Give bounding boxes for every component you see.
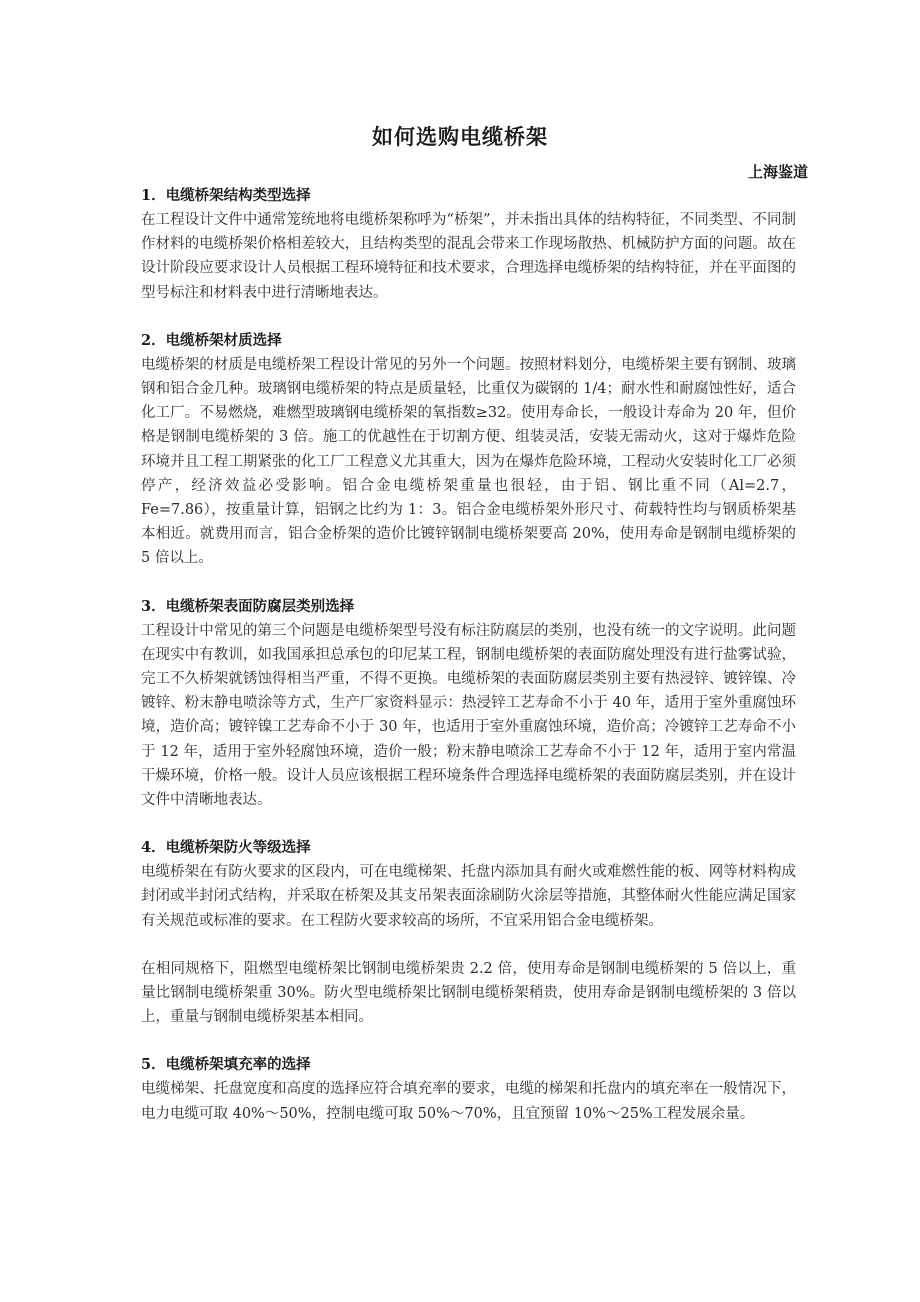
section-structure-type [141, 184, 796, 305]
section-paragraph: 电缆桥架在有防火要求的区段内，可在电缆梯架、托盘内添加具有耐火或难燃性能的板、网等材料构成封闭或半封闭式结构，并采取在桥架及其支吊架表面涂刷防火涂层等措施，其整体耐火性能应满足国家有关规范或标准的要求。在工程防火要求较高的场所，不宜采用铝合金电缆桥架。 [141, 864, 796, 929]
document-title: 如何选购电缆桥架 [372, 124, 548, 149]
section-anticorrosion [141, 595, 796, 813]
section-paragraph: 电缆梯架、托盘宽度和高度的选择应符合填充率的要求，电缆的梯架和托盘内的填充率在一般情况下，电力电缆可取 40%～50%，控制电缆可取 50%～70%，且宜预留 10%～25%工程发展余量。 [141, 1081, 796, 1122]
document-body [141, 184, 796, 1126]
section-paragraph: 在工程设计文件中通常笼统地将电缆桥架称呼为“桥架”，并未指出具体的结构特征，不同类型、不同制作材料的电缆桥架价格相差较大，且结构类型的混乱会带来工作现场散热、机械防护方面的问题。故在设计阶段应要求设计人员根据工程环境特征和技术要求，合理选择电缆桥架的结构特征，并在平面图的型号标注和材料表中进行清晰地表达。 [141, 212, 796, 301]
section-heading: 3．电缆桥架表面防腐层类别选择 [141, 597, 355, 615]
section-heading: 4．电缆桥架防火等级选择 [141, 839, 311, 857]
document-author: 上海鉴道 [747, 163, 808, 181]
section-paragraph: 电缆桥架的材质是电缆桥架工程设计常见的另外一个问题。按照材料划分，电缆桥架主要有钢制、玻璃钢和铝合金几种。玻璃钢电缆桥架的特点是质量轻，比重仅为碳钢的 1/4；耐水性和耐腐蚀性好，适合化工厂。不易燃烧，难燃型玻璃钢电缆桥架的氧指数≥32。使用寿命长，一般设计寿命为 20 年，但价格是钢制电缆桥架的 3 倍。施工的优越性在于切割方便、组装灵活，安装无需动火，这对于爆炸危险环境并且工程工期紧张的化工厂工程意义尤其重大，因为在爆炸危险环境，工程动火安装时化工厂必须停产，经济效益必受影响。铝合金电缆桥架重量也很轻，由于铝、钢比重不同（Al=2.7，Fe=7.86），按重量计算，铝钢之比约为 1：3。铝合金电缆桥架外形尺寸、荷载特性均与钢质桥架基本相近。就费用而言，铝合金桥架的造价比镀锌钢制电缆桥架要高 20%，使用寿命是钢制电缆桥架的 5 倍以上。 [141, 356, 796, 567]
section-heading: 5．电缆桥架填充率的选择 [141, 1056, 311, 1074]
section-heading: 2．电缆桥架材质选择 [141, 331, 282, 349]
section-heading: 1．电缆桥架结构类型选择 [141, 187, 311, 204]
section-paragraph: 工程设计中常见的第三个问题是电缆桥架型号没有标注防腐层的类别，也没有统一的文字说明。此问题在现实中有教训，如我国承担总承包的印尼某工程，钢制电缆桥架的表面防腐处理没有进行盐雾试验，完工不久桥架就锈蚀得相当严重，不得不更换。电缆桥架的表面防腐层类别主要有热浸锌、镀锌镍、冷镀锌、粉末静电喷涂等方式，生产厂家资料显示：热浸锌工艺寿命不小于 40 年，适用于室外重腐蚀环境，造价高；镀锌镍工艺寿命不小于 30 年，也适用于室外重腐蚀环境，造价高；冷镀锌工艺寿命不小于 12 年，适用于室外轻腐蚀环境，造价一般；粉末静电喷涂工艺寿命不小于 12 年，适用于室内常温干燥环境，价格一般。设计人员应该根据工程环境条件合理选择电缆桥架的表面防腐层类别，并在设计文件中清晰地表达。 [141, 622, 796, 809]
section-paragraph: 在相同规格下，阻燃型电缆桥架比钢制电缆桥架贵 2.2 倍，使用寿命是钢制电缆桥架的 5 倍以上，重量比钢制电缆桥架重 30%。防火型电缆桥架比钢制电缆桥架稍贵，使用寿命是钢制电缆桥架的 3 倍以上，重量与钢制电缆桥架基本相同。 [141, 960, 796, 1026]
section-material [141, 329, 796, 571]
section-fill-rate [141, 1053, 796, 1125]
section-fire-rating [141, 836, 796, 1029]
